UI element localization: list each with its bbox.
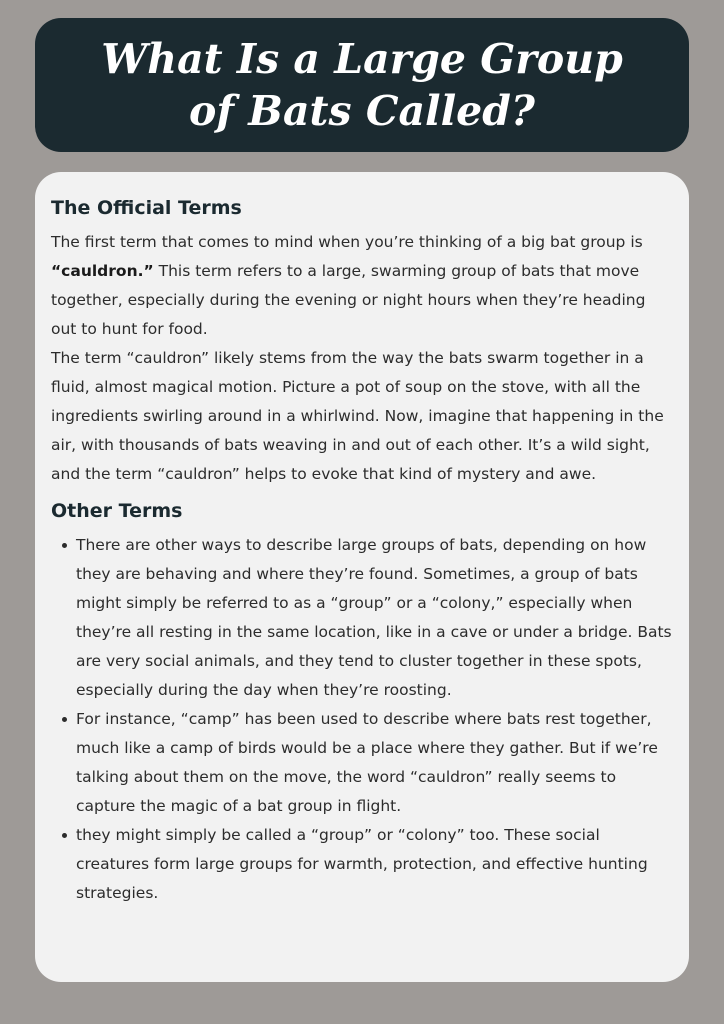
section-heading-official-terms: The Official Terms [51, 197, 242, 219]
title-banner [35, 18, 689, 152]
bullet-icon [62, 543, 67, 548]
content-card [35, 172, 689, 982]
list-item [76, 531, 673, 705]
list-item [76, 821, 673, 908]
official-terms-paragraph-1 [51, 228, 673, 344]
paragraph-text: The first term that comes to mind when you’re thinking of a big bat group is [51, 233, 643, 251]
list-item-text: For instance, “camp” has been used to describe where bats rest together, much like a camp of birds would be a place where they gather. But if we’re talking about them on the move, the word “cauldron” really seems to capture the magic of a bat group in flight. [76, 710, 658, 815]
official-terms-paragraph-2: The term “cauldron” likely stems from the way the bats swarm together in a fluid, almost magical motion. Picture a pot of soup on the stove, with all the ingredients swirling around in a whirlwind. Now, imagine that happening in the air, with thousands of bats weaving in and out of each other. It’s a wild sight, and the term “cauldron” helps to evoke that kind of mystery and awe. [51, 349, 664, 483]
list-item-text: There are other ways to describe large groups of bats, depending on how they are behaving and where they’re found. Sometimes, a group of bats might simply be referred to as a “group” or a “colony,” especially when they’re all resting in the same location, like in a cave or under a bridge. Bats are very social animals, and they tend to cluster together in these spots, especially during the day when they’re roosting. [76, 536, 672, 699]
bullet-icon [62, 833, 67, 838]
paragraph-text: This term refers to a large, swarming group of bats that move together, especially during the evening or night hours when they’re heading out to hunt for food. [51, 262, 646, 338]
bold-term-cauldron: “cauldron.” [51, 262, 154, 280]
list-item [76, 705, 673, 821]
page-title: What Is a Large Group of Bats Called? [101, 35, 623, 135]
section-heading-other-terms: Other Terms [51, 500, 183, 522]
list-item-text: they might simply be called a “group” or “colony” too. These social creatures form large groups for warmth, protection, and effective hunting strategies. [76, 826, 648, 902]
bullet-icon [62, 717, 67, 722]
other-terms-list [51, 531, 673, 908]
